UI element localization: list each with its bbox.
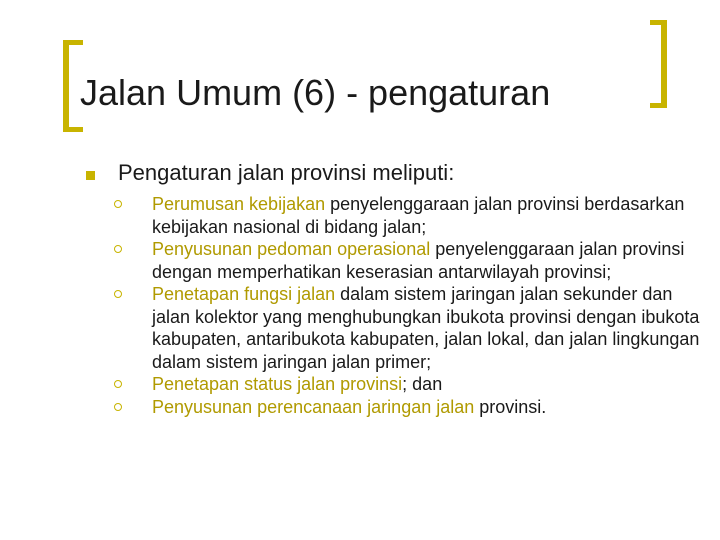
sub-point-item: [114, 396, 714, 419]
sub-point-text: penyelenggaraan jalan provinsi dengan memperhatikan keserasian antarwilayah provinsi;: [152, 239, 685, 282]
sub-point-text: ; dan: [402, 374, 443, 394]
left-bracket-bottom: [63, 127, 83, 132]
right-bracket-vertical: [661, 20, 667, 108]
sub-point-item: [114, 193, 714, 238]
sub-point-item: [114, 373, 714, 396]
square-bullet-icon: [86, 171, 95, 180]
sub-point-text: provinsi.: [474, 396, 547, 417]
circle-bullet-icon: [114, 290, 122, 298]
circle-bullet-icon: [114, 245, 122, 253]
highlighted-term: Penetapan status jalan provinsi: [152, 374, 403, 394]
highlighted-term: Penyusunan pedoman operasional: [152, 239, 431, 259]
sub-point-item: [114, 238, 714, 283]
sub-point-text: dalam sistem jaringan jalan sekunder dan jalan kolektor yang menghubungkan ibukota provinsi dengan ibukota kabupaten, antaribukota kabupaten, jalan lokal, dan jalan lingkungan dalam sistem jaringan jalan primer;: [152, 284, 700, 372]
highlighted-term: Penetapan fungsi jalan: [152, 284, 336, 304]
highlighted-term: Perumusan kebijakan: [152, 194, 326, 214]
highlighted-term: Penyusunan perencanaan jaringan jalan: [152, 396, 475, 417]
sub-point-text: penyelenggaraan jalan provinsi berdasarkan kebijakan nasional di bidang jalan;: [152, 194, 685, 237]
left-bracket-top: [63, 40, 83, 45]
circle-bullet-icon: [114, 200, 122, 208]
right-bracket-top: [650, 20, 667, 25]
sub-point-list: [114, 193, 714, 418]
sub-point-item: [114, 283, 714, 373]
slide-title: Jalan Umum (6) - pengaturan: [80, 72, 551, 113]
right-bracket-bottom: [650, 103, 667, 108]
circle-bullet-icon: [114, 380, 122, 388]
main-point: Pengaturan jalan provinsi meliputi:: [118, 160, 455, 185]
circle-bullet-icon: [114, 403, 122, 411]
left-bracket-vertical: [63, 40, 69, 132]
